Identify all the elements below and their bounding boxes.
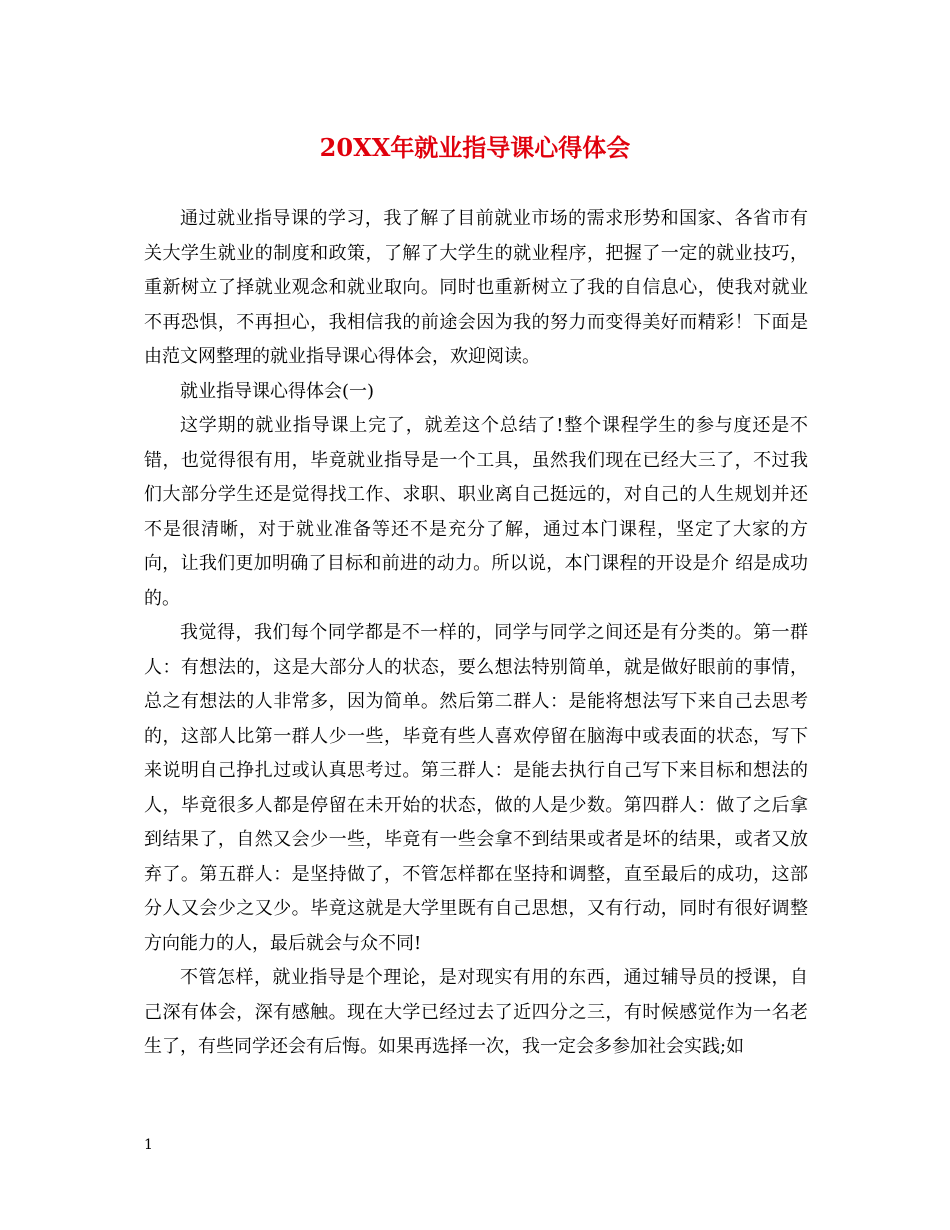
body-paragraph: 不管怎样，就业指导是个理论，是对现实有用的东西，通过辅导员的授课，自己深有体会，深有感触。现在大学已经过去了近四分之三，有时候感觉作为一名老生了，有些同学还会有后悔。如果再选择一次，我一定会多参加社会实践;如 [144, 967, 808, 1057]
document-body [144, 202, 808, 1065]
page-number: 1 [144, 1137, 153, 1153]
section-heading: 就业指导课心得体会(一) [180, 380, 375, 402]
body-paragraph: 我觉得，我们每个同学都是不一样的，同学与同学之间还是有分类的。第一群人：有想法的，这是大部分人的状态，要么想法特别简单，就是做好眼前的事情，总之有想法的人非常多，因为简单。然后第二群人：是能将想法写下来自己去思考的，这部人比第一群人少一些，毕竟有些人喜欢停留在脑海中或表面的状态，写下来说明自己挣扎过或认真思考过。第三群人：是能去执行自己写下来目标和想法的人，毕竟很多人都是停留在未开始的状态，做的人是少数。第四群人：做了之后拿到结果了，自然又会少一些，毕竟有一些会拿不到结果或者是坏的结果，或者又放弃了。第五群人：是坚持做了，不管怎样都在坚持和调整，直至最后的成功，这部分人又会少之又少。毕竟这就是大学里既有自己思想，又有行动，同时有很好调整方向能力的人，最后就会与众不同! [144, 622, 808, 954]
body-paragraph: 这学期的就业指导课上完了，就差这个总结了!整个课程学生的参与度还是不错，也觉得很有用，毕竟就业指导是一个工具，虽然我们现在已经大三了，不过我们大部分学生还是觉得找工作、求职、职业离自己挺远的，对自己的人生规划并还不是很清晰，对于就业准备等还不是充分了解，通过本门课程，坚定了大家的方向，让我们更加明确了目标和前进的动力。所以说，本门课程的开设是介 绍是成功的。 [144, 415, 808, 609]
intro-paragraph: 通过就业指导课的学习，我了解了目前就业市场的需求形势和国家、各省市有关大学生就业的制度和政策，了解了大学生的就业程序，把握了一定的就业技巧，重新树立了择就业观念和就业取向。同时也重新树立了我的自信息心，使我对就业不再恐惧，不再担心，我相信我的前途会因为我的努力而变得美好而精彩！下面是由范文网整理的就业指导课心得体会，欢迎阅读。 [144, 208, 808, 367]
document-title: 20XX年就业指导课心得体会 [319, 133, 631, 162]
